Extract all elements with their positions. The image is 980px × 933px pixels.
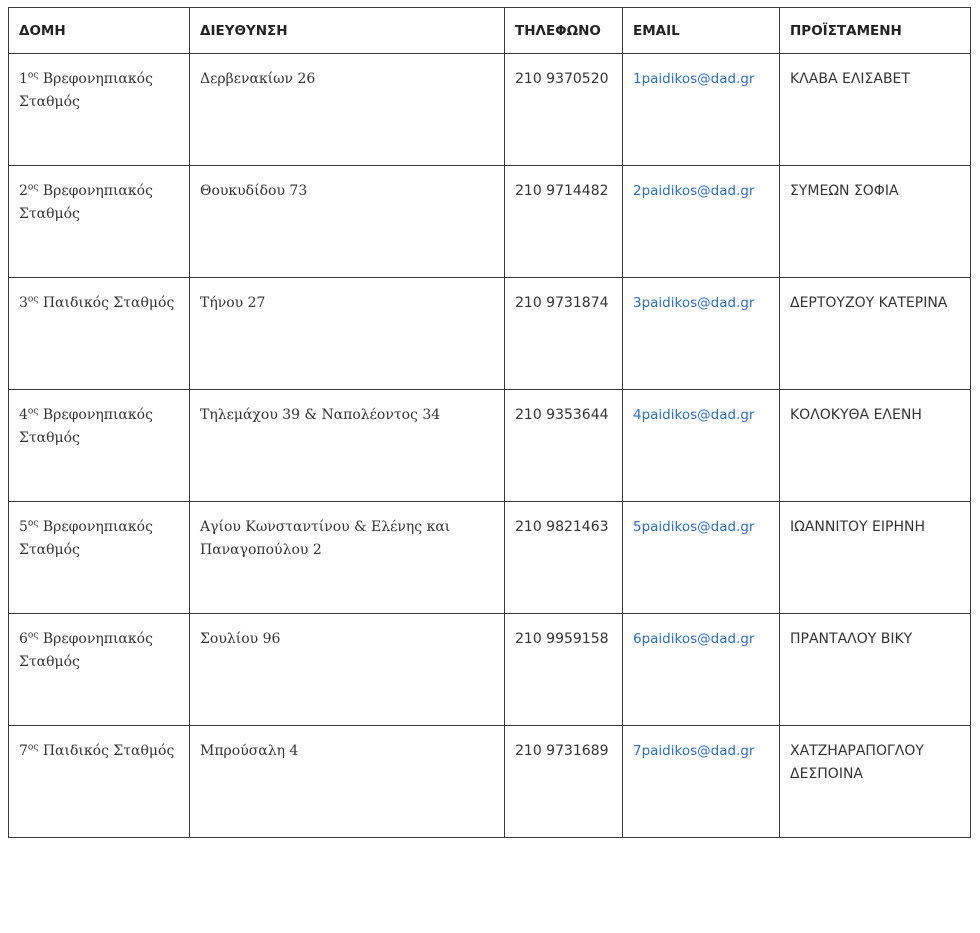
email-cell bbox=[623, 390, 780, 502]
ordinal bbox=[19, 183, 38, 199]
ordinal-number: 5 bbox=[19, 519, 28, 535]
email-link[interactable]: 7paidikos@dad.gr bbox=[633, 743, 755, 759]
structure-name: Βρεφονηπιακός Σταθμός bbox=[19, 183, 153, 222]
ordinal bbox=[19, 407, 38, 423]
table-row bbox=[9, 54, 971, 166]
table-row bbox=[9, 726, 971, 838]
structure-cell bbox=[9, 278, 190, 390]
structure-cell bbox=[9, 166, 190, 278]
structure-cell bbox=[9, 502, 190, 614]
ordinal-suffix: ος bbox=[27, 630, 39, 641]
nursery-directory-table bbox=[8, 7, 971, 838]
phone-cell: 210 9959158 bbox=[505, 614, 623, 726]
email-cell bbox=[623, 502, 780, 614]
structure-name: Βρεφονηπιακός Σταθμός bbox=[19, 631, 153, 670]
table-row bbox=[9, 166, 971, 278]
ordinal bbox=[19, 631, 38, 647]
ordinal bbox=[19, 743, 38, 759]
ordinal-suffix: ος bbox=[27, 182, 39, 193]
supervisor-cell: ΔΕΡΤΟΥΖΟΥ ΚΑΤΕΡΙΝΑ bbox=[780, 278, 971, 390]
supervisor-cell: ΚΛΑΒΑ ΕΛΙΣΑΒΕΤ bbox=[780, 54, 971, 166]
email-link[interactable]: 1paidikos@dad.gr bbox=[633, 71, 755, 87]
ordinal bbox=[19, 71, 38, 87]
email-cell bbox=[623, 278, 780, 390]
table-body bbox=[9, 54, 971, 838]
structure-cell bbox=[9, 390, 190, 502]
header-structure: ΔΟΜΗ bbox=[9, 8, 190, 54]
supervisor-cell: ΚΟΛΟΚΥΘΑ ΕΛΕΝΗ bbox=[780, 390, 971, 502]
supervisor-cell: ΠΡΑΝΤΑΛΟΥ ΒΙΚΥ bbox=[780, 614, 971, 726]
ordinal-number: 7 bbox=[19, 743, 28, 759]
structure-cell bbox=[9, 614, 190, 726]
phone-cell: 210 9731689 bbox=[505, 726, 623, 838]
table-header bbox=[9, 8, 971, 54]
phone-cell: 210 9731874 bbox=[505, 278, 623, 390]
ordinal-number: 6 bbox=[19, 631, 28, 647]
ordinal-number: 3 bbox=[19, 295, 28, 311]
address-cell: Τήνου 27 bbox=[190, 278, 505, 390]
address-cell: Μπρούσαλη 4 bbox=[190, 726, 505, 838]
structure-name: Βρεφονηπιακός Σταθμός bbox=[19, 407, 153, 446]
header-phone: ΤΗΛΕΦΩΝΟ bbox=[505, 8, 623, 54]
structure-name: Παιδικός Σταθμός bbox=[42, 743, 175, 759]
phone-cell: 210 9370520 bbox=[505, 54, 623, 166]
ordinal-number: 4 bbox=[19, 407, 28, 423]
email-cell bbox=[623, 726, 780, 838]
address-cell: Τηλεμάχου 39 & Ναπολέοντος 34 bbox=[190, 390, 505, 502]
email-link[interactable]: 6paidikos@dad.gr bbox=[633, 631, 755, 647]
header-row bbox=[9, 8, 971, 54]
header-address: ΔΙΕΥΘΥΝΣΗ bbox=[190, 8, 505, 54]
structure-cell bbox=[9, 726, 190, 838]
ordinal-number: 1 bbox=[19, 71, 28, 87]
email-link[interactable]: 4paidikos@dad.gr bbox=[633, 407, 755, 423]
ordinal-suffix: ος bbox=[27, 406, 39, 417]
table-row bbox=[9, 278, 971, 390]
ordinal-suffix: ος bbox=[27, 518, 39, 529]
supervisor-cell: ΧΑΤΖΗΑΡΑΠΟΓΛΟΥ ΔΕΣΠΟΙΝΑ bbox=[780, 726, 971, 838]
address-cell: Δερβενακίων 26 bbox=[190, 54, 505, 166]
header-supervisor: ΠΡΟΪΣΤΑΜΕΝΗ bbox=[780, 8, 971, 54]
header-email: EMAIL bbox=[623, 8, 780, 54]
structure-name: Παιδικός Σταθμός bbox=[42, 295, 175, 311]
email-cell bbox=[623, 166, 780, 278]
email-link[interactable]: 5paidikos@dad.gr bbox=[633, 519, 755, 535]
email-cell bbox=[623, 614, 780, 726]
table-row bbox=[9, 390, 971, 502]
phone-cell: 210 9714482 bbox=[505, 166, 623, 278]
table-row bbox=[9, 502, 971, 614]
table-row bbox=[9, 614, 971, 726]
email-link[interactable]: 2paidikos@dad.gr bbox=[633, 183, 755, 199]
structure-name: Βρεφονηπιακός Σταθμός bbox=[19, 519, 153, 558]
supervisor-cell: ΙΩΑΝΝΙΤΟΥ ΕΙΡΗΝΗ bbox=[780, 502, 971, 614]
address-cell: Θουκυδίδου 73 bbox=[190, 166, 505, 278]
email-link[interactable]: 3paidikos@dad.gr bbox=[633, 295, 755, 311]
phone-cell: 210 9353644 bbox=[505, 390, 623, 502]
ordinal bbox=[19, 519, 38, 535]
structure-cell bbox=[9, 54, 190, 166]
address-cell: Αγίου Κωνσταντίνου & Ελένης και Παναγοπούλου 2 bbox=[190, 502, 505, 614]
supervisor-cell: ΣΥΜΕΩΝ ΣΟΦΙΑ bbox=[780, 166, 971, 278]
phone-cell: 210 9821463 bbox=[505, 502, 623, 614]
ordinal bbox=[19, 295, 38, 311]
ordinal-suffix: ος bbox=[27, 70, 39, 81]
ordinal-number: 2 bbox=[19, 183, 28, 199]
ordinal-suffix: ος bbox=[27, 294, 39, 305]
ordinal-suffix: ος bbox=[27, 742, 39, 753]
email-cell bbox=[623, 54, 780, 166]
address-cell: Σουλίου 96 bbox=[190, 614, 505, 726]
structure-name: Βρεφονηπιακός Σταθμός bbox=[19, 71, 153, 110]
